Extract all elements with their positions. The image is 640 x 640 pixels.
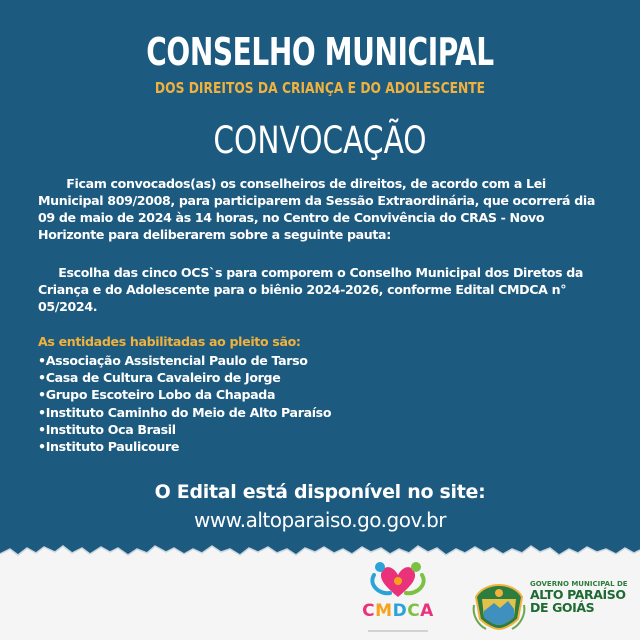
cmdca-logo-icon bbox=[358, 555, 438, 637]
list-item bbox=[38, 369, 331, 386]
gov-small-text: GOVERNO MUNICIPAL DE bbox=[530, 580, 628, 588]
convocation-paragraph bbox=[38, 175, 604, 243]
list-item bbox=[38, 386, 331, 403]
list-item bbox=[38, 352, 331, 369]
entities-list bbox=[38, 352, 331, 455]
poster-subtitle: DOS DIREITOS DA CRIANÇA E DO ADOLESCENTE bbox=[154, 79, 486, 97]
list-item-text: Associação Assistencial Paulo de Tarso bbox=[45, 353, 308, 368]
gov-line2: DE GOIÁS bbox=[530, 600, 595, 615]
list-item-text: Instituto Caminho do Meio de Alto Paraíso bbox=[45, 404, 332, 420]
list-item bbox=[38, 404, 331, 421]
list-item-text: Casa de Cultura Cavaleiro de Jorge bbox=[45, 370, 281, 386]
convocation-heading: CONVOCAÇÃO bbox=[213, 119, 427, 162]
list-item-text: Grupo Escoteiro Lobo da Chapada bbox=[45, 387, 276, 403]
paragraph-text: Escolha das cinco OCS`s para comporem o Conselho Municipal dos Diretos da Criança e do Adolescente para o biênio 2024-2026, conforme Edital CMDCA n° 05/2024. bbox=[38, 265, 584, 314]
list-item bbox=[38, 421, 331, 438]
paragraph-text: Ficam convocados(as) os conselheiros de direitos, de acordo com a Lei Municipal 809/2008, para participarem da Sessão Extraordinária, que ocorrerá dia 09 de maio de 2024 às 14 horas, no Centro de Convivência do CRAS - Novo Horizonte para deliberarem sobre a seguinte pauta: bbox=[38, 176, 596, 242]
list-item-text: Instituto Oca Brasil bbox=[45, 421, 176, 437]
agenda-paragraph bbox=[38, 264, 604, 315]
municipal-crest-icon bbox=[470, 575, 528, 633]
site-label: O Edital está disponível no site: bbox=[154, 481, 486, 503]
list-item-text: Instituto Paulicoure bbox=[45, 439, 180, 455]
site-url-link[interactable]: www.altoparaiso.go.gov.br bbox=[193, 508, 447, 532]
municipal-government-name bbox=[530, 580, 640, 614]
entities-title: As entidades habilitadas ao pleito são: bbox=[38, 334, 301, 349]
list-item bbox=[38, 438, 331, 455]
poster-title: CONSELHO MUNICIPAL bbox=[146, 30, 494, 74]
cmdca-logo-text: CMDCA bbox=[362, 601, 434, 621]
gov-line1: ALTO PARAÍSO bbox=[530, 587, 626, 602]
